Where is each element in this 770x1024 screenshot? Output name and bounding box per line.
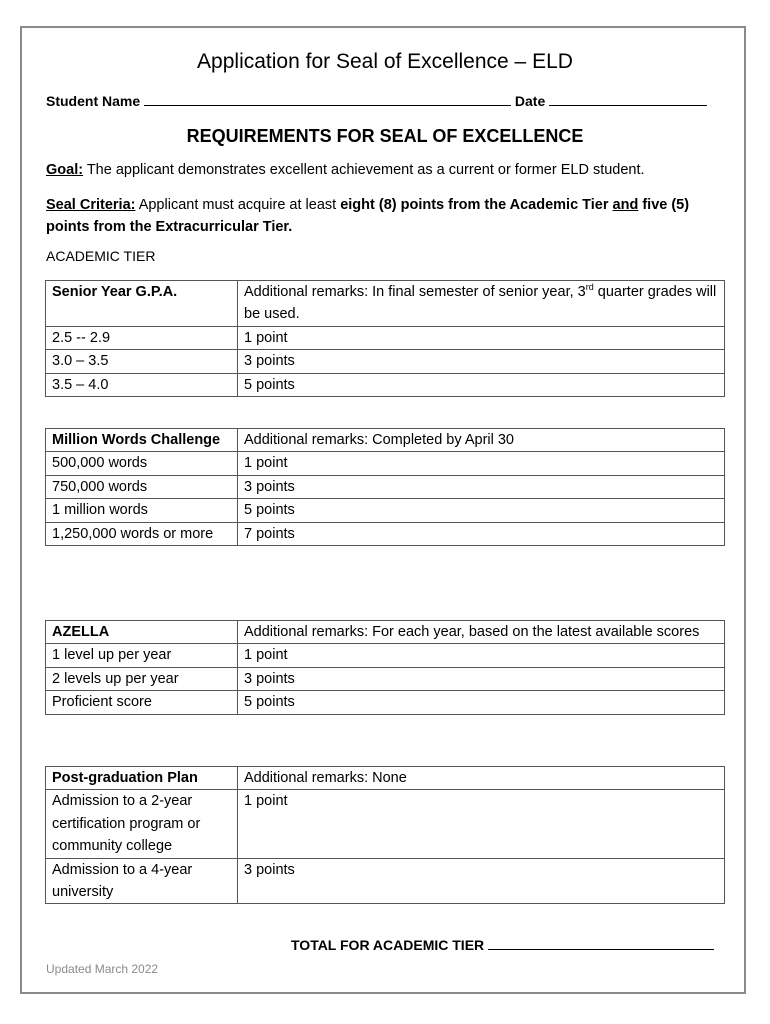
table-row: Admission to a 4-year university 3 points <box>46 858 725 904</box>
million-words-header: Million Words Challenge <box>46 429 238 452</box>
table-header-row <box>46 281 725 327</box>
table-row: 1 million words 5 points <box>46 499 725 522</box>
total-field[interactable] <box>488 936 714 950</box>
student-name-field[interactable] <box>144 92 511 106</box>
gpa-header: Senior Year G.P.A. <box>46 281 238 327</box>
azella-header: AZELLA <box>46 621 238 644</box>
post-graduation-header: Post-graduation Plan <box>46 767 238 790</box>
table-row: 2 levels up per year 3 points <box>46 667 725 690</box>
requirements-heading: REQUIREMENTS FOR SEAL OF EXCELLENCE <box>186 126 584 146</box>
table-header-row <box>46 621 725 644</box>
gpa-remarks: Additional remarks: In final semester of senior year, 3rd quarter grades will be used. <box>238 281 725 327</box>
million-words-remarks: Additional remarks: Completed by April 30 <box>238 429 725 452</box>
table-header-row <box>46 767 725 790</box>
table-row: Proficient score 5 points <box>46 691 725 714</box>
million-words-table <box>45 428 725 546</box>
table-row: 2.5 -- 2.9 1 point <box>46 326 725 349</box>
table-row: 500,000 words 1 point <box>46 452 725 475</box>
table-header-row <box>46 429 725 452</box>
seal-criteria-bold-2: five (5) points from the Extracurricular Tier. <box>46 197 690 235</box>
total-academic-tier <box>291 936 714 953</box>
seal-criteria-text: Applicant must acquire at least <box>135 197 341 213</box>
total-label: TOTAL FOR ACADEMIC TIER <box>291 937 485 953</box>
post-graduation-table <box>45 766 725 904</box>
post-graduation-remarks: Additional remarks: None <box>238 767 725 790</box>
seal-criteria-paragraph <box>46 194 726 238</box>
gpa-table <box>45 280 725 397</box>
student-name-date-line <box>46 92 707 109</box>
table-row: 3.0 – 3.5 3 points <box>46 350 725 373</box>
goal-paragraph <box>46 159 726 181</box>
academic-tier-label: ACADEMIC TIER <box>46 248 156 264</box>
azella-remarks: Additional remarks: For each year, based on the latest available scores <box>238 621 725 644</box>
table-row: Admission to a 2-year certification program or community college 1 point <box>46 790 725 858</box>
goal-text: The applicant demonstrates excellent achievement as a current or former ELD student. <box>83 162 645 178</box>
table-row: 1,250,000 words or more 7 points <box>46 522 725 545</box>
seal-criteria-and: and <box>612 197 639 213</box>
date-field[interactable] <box>549 92 707 106</box>
footer-updated-date: Updated March 2022 <box>46 962 159 976</box>
student-name-label: Student Name <box>46 93 141 109</box>
seal-criteria-label: Seal Criteria: <box>46 197 136 213</box>
table-row: 3.5 – 4.0 5 points <box>46 373 725 396</box>
table-row: 1 level up per year 1 point <box>46 644 725 667</box>
table-row: 750,000 words 3 points <box>46 475 725 498</box>
date-label: Date <box>514 93 546 109</box>
seal-criteria-bold-1: eight (8) points from the Academic Tier <box>340 197 613 213</box>
page-title: Application for Seal of Excellence – ELD <box>197 50 573 73</box>
goal-label: Goal: <box>46 162 84 178</box>
azella-table <box>45 620 725 715</box>
